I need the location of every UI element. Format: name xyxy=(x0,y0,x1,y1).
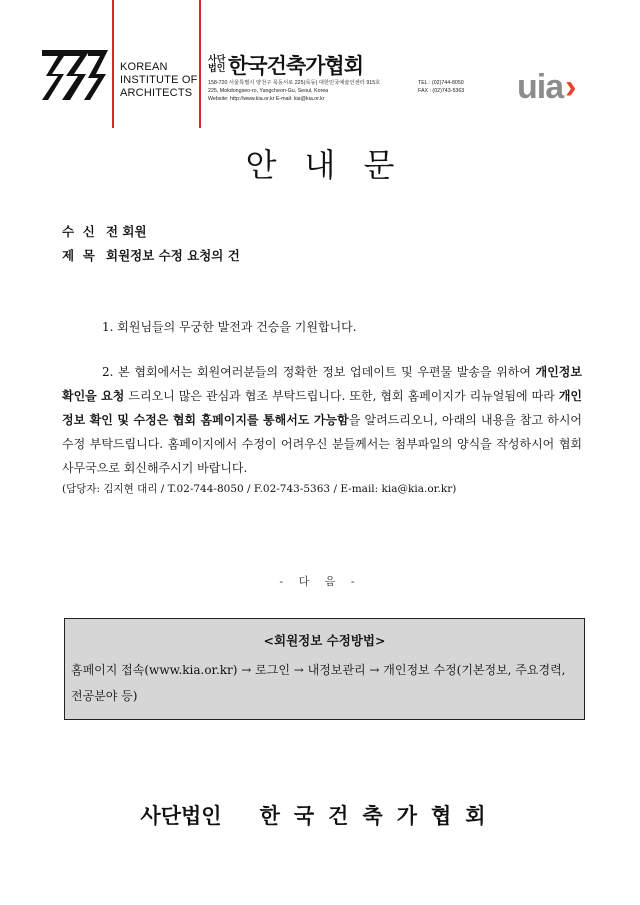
para2-part-a: 2. 본 협회에서는 회원여러분들의 정확한 정보 업데이트 및 우편물 발송을 위하여 xyxy=(102,365,536,379)
fax-number: FAX : (02)743-5363 xyxy=(418,88,465,94)
uia-arrow-icon: › xyxy=(565,68,576,106)
tel-number: TEL : (02)744-8050 xyxy=(418,80,464,86)
paragraph-1: 1. 회원님들의 무궁한 발전과 건승을 기원합니다. xyxy=(102,320,357,334)
address-english: 225, Mokdongseo-ro, Yangcheon-Gu, Seoul, Korea xyxy=(208,88,329,94)
kia-en-line-3: ARCHITECTS xyxy=(120,87,193,99)
kia-address-block xyxy=(208,79,478,103)
tel-fax xyxy=(418,79,478,95)
kia-en-line-1: KOREAN xyxy=(120,61,168,73)
kia-name-korean xyxy=(208,50,363,80)
para2-bold-homepage: 개인정보 확인 및 수정은 협회 홈페이지를 통해서도 가능함 xyxy=(62,389,582,427)
kia-name-english xyxy=(120,61,198,100)
contact-text: (담당자: 김지현 대리 / T.02-744-8050 / F.02-743-5363 / E-mail: kia@kia.or.kr) xyxy=(62,483,457,495)
subject-label: 제 목 xyxy=(62,248,95,263)
kia-logo-icon xyxy=(42,48,110,102)
instructions-box xyxy=(64,618,585,720)
kia-ko-prefix: 사단 법인 xyxy=(208,55,226,74)
para2-bold-request: 개인정보 확인을 요청 xyxy=(62,365,582,403)
paragraph-2 xyxy=(62,360,582,480)
para2-part-c: 드리오니 많은 관심과 협조 부탁드립니다. 또한, 협회 홈페이지가 리뉴얼됨에 따라 xyxy=(124,389,559,403)
kia-en-line-2: INSTITUTE OF xyxy=(120,74,198,86)
document-title: 안내문 xyxy=(245,146,423,184)
para2-part-e: 을 알려드리오니, 아래의 내용을 참고 하시어 수정 부탁드립니다. 홈페이지에서 수정이 어려우신 분들께서는 첨부파일의 양식을 작성하시어 협회 사무국으로 회신해주시기 바랍니다. xyxy=(62,413,583,475)
instructions-text: 홈페이지 접속(www.kia.or.kr) → 로그인 → 내정보관리 → 개인정보 수정(기본정보, 주요경력, 전공분야 등) xyxy=(71,663,566,703)
footer-org-type: 사단법인 xyxy=(140,803,222,828)
recipient-row xyxy=(62,222,147,240)
kia-ko-name: 한국건축가협회 xyxy=(228,54,364,78)
header-divider-left xyxy=(112,0,114,128)
uia-logo xyxy=(517,68,575,107)
recipient-label: 수 신 xyxy=(62,224,95,239)
subject-value: 회원정보 수정 요청의 건 xyxy=(106,248,240,263)
uia-logo-text: uia xyxy=(517,68,564,106)
subject-row xyxy=(62,246,240,264)
footer-signature xyxy=(0,800,640,830)
header-divider-right xyxy=(199,0,201,128)
footer-org-name: 한국건축가협회 xyxy=(259,803,500,828)
address-korean: 158-720 서울특별시 양천구 목동서로 225(목동) 대한민국예술인센터 915호 xyxy=(208,80,381,86)
instructions-title: <회원정보 수정방법> xyxy=(263,633,386,648)
website-email: Website: http://www.kia.or.kr E-mail: kia@kia.or.kr xyxy=(208,96,325,102)
section-divider-daum: - 다 음 - xyxy=(279,575,361,588)
contact-info xyxy=(62,481,456,496)
recipient-value: 전 회원 xyxy=(106,224,147,239)
